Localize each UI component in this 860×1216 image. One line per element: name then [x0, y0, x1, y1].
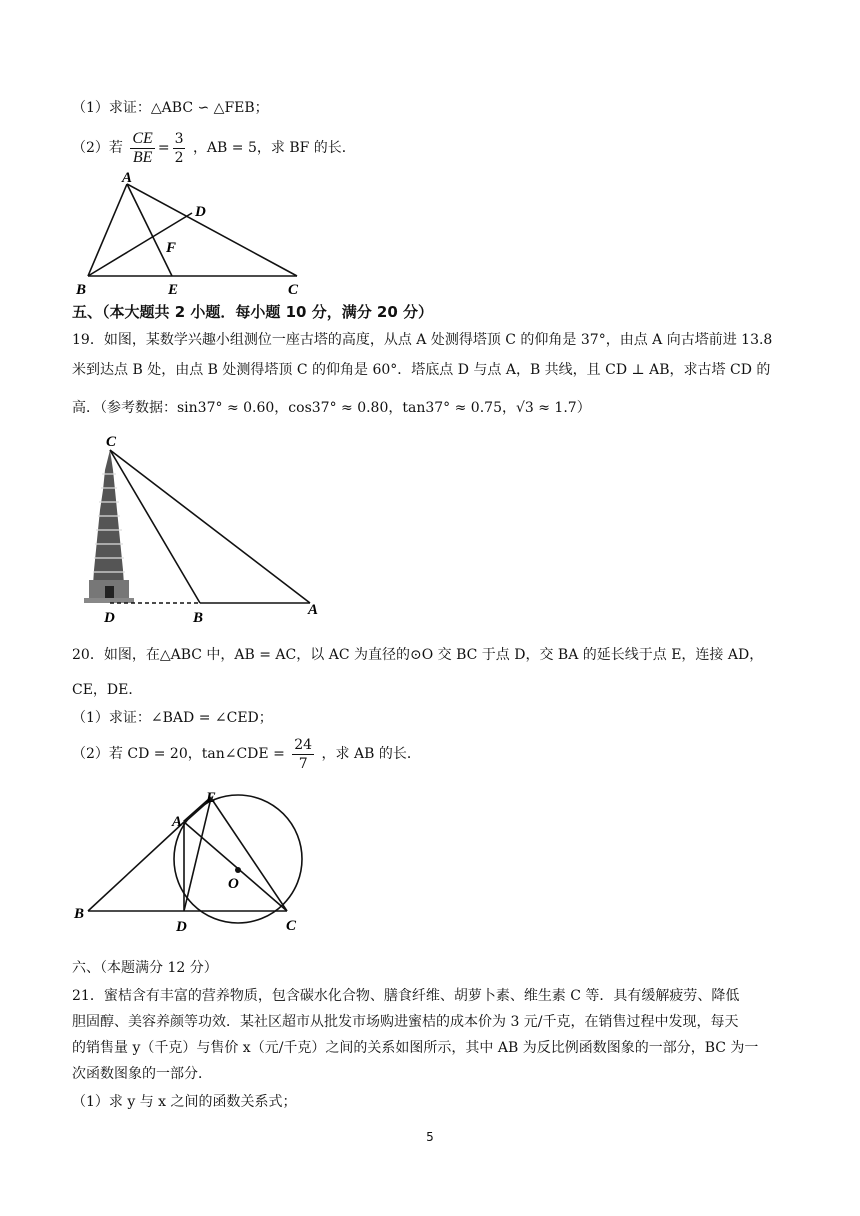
q19-line-3: 高．（参考数据：sin37° ≈ 0.60，cos37° ≈ 0.80，tan37° ≈ 0.75，√3 ≈ 1.7）: [72, 400, 591, 416]
label-b: B: [74, 906, 85, 922]
line-ca: [110, 450, 310, 603]
q18-figure-triangle: [72, 168, 312, 298]
q21-line-4: 次函数图象的一部分．: [72, 1066, 212, 1082]
label-f: F: [166, 240, 177, 256]
label-o: O: [228, 876, 239, 892]
q18-fraction-ce-be: [130, 130, 154, 167]
label-d: D: [104, 610, 115, 626]
pagoda-illustration: [84, 450, 134, 603]
q18-part2: [72, 128, 356, 168]
q18-equals: =: [157, 140, 170, 156]
label-a: A: [172, 814, 183, 830]
q18-fraction-denominator: BE: [132, 148, 153, 166]
q20-part2: [72, 734, 421, 774]
label-a: A: [122, 170, 133, 186]
page-number: 5: [426, 1130, 434, 1144]
q18-part2-suffix: ，AB = 5，求 BF 的长．: [192, 140, 356, 156]
q20-line-1: 20．如图，在△ABC 中，AB = AC，以 AC 为直径的⊙O 交 BC 于点 D，交 BA 的延长线于点 E，连接 AD，: [72, 647, 764, 663]
segment-ac: [127, 184, 297, 276]
q21-part1: （1）求 y 与 x 之间的函数关系式；: [72, 1094, 297, 1110]
q20-fraction: [292, 736, 314, 773]
label-d: D: [176, 919, 187, 935]
q18-fraction-value-numerator: 3: [174, 130, 184, 147]
q20-figure-circle: [72, 788, 322, 938]
center-point-o: [235, 867, 241, 873]
q20-fraction-denominator: 7: [298, 755, 308, 772]
label-c: C: [106, 434, 117, 450]
q20-part2-prefix: （2）若 CD = 20，tan∠CDE =: [72, 746, 285, 762]
section-5-heading: 五、（本大题共 2 小题．每小题 10 分，满分 20 分）: [72, 303, 434, 321]
label-b: B: [76, 282, 87, 298]
q21-line-2: 胆固醇、美容养颜等功效．某社区超市从批发市场购进蜜桔的成本价为 3 元/千克，在销售过程中发现，每天: [72, 1014, 739, 1030]
label-e: E: [206, 790, 217, 806]
q20-part2-suffix: ，求 AB 的长．: [321, 746, 421, 762]
label-c: C: [288, 282, 299, 298]
q18-fraction-value-denominator: 2: [174, 149, 184, 166]
segment-ed: [184, 798, 211, 911]
segment-bd: [88, 213, 192, 276]
label-c: C: [286, 918, 297, 934]
label-e: E: [168, 282, 179, 298]
q18-part1: （1）求证：△ABC ∽ △FEB；: [72, 100, 269, 116]
q20-part1: （1）求证：∠BAD = ∠CED；: [72, 710, 273, 726]
label-a: A: [308, 602, 319, 618]
q19-figure-pagoda: [72, 430, 332, 630]
q18-part2-prefix: （2）若: [72, 140, 123, 156]
label-b: B: [193, 610, 204, 626]
q18-fraction-value: [173, 130, 186, 167]
q20-fraction-numerator: 24: [294, 736, 313, 753]
label-d: D: [195, 204, 206, 220]
section-6-heading: 六、（本题满分 12 分）: [72, 960, 218, 976]
q20-line-2: CE，DE．: [72, 682, 143, 698]
q19-line-2: 米到达点 B 处，由点 B 处测得塔顶 C 的仰角是 60°．塔底点 D 与点 A，B 共线，且 CD ⊥ AB，求古塔 CD 的: [72, 362, 771, 378]
segment-ab: [88, 184, 127, 276]
q21-line-3: 的销售量 y（千克）与售价 x（元/千克）之间的关系如图所示，其中 AB 为反比例函数图象的一部分，BC 为一: [72, 1040, 759, 1056]
q18-fraction-numerator: CE: [132, 129, 153, 147]
q19-line-1: 19．如图，某数学兴趣小组测位一座古塔的高度，从点 A 处测得塔顶 C 的仰角是 37°，由点 A 向古塔前进 13.8: [72, 332, 773, 348]
q21-line-1: 21．蜜桔含有丰富的营养物质，包含碳水化合物、膳食纤维、胡萝卜素、维生素 C 等．具有缓解疲劳、降低: [72, 988, 740, 1004]
segment-ba: [88, 822, 184, 911]
